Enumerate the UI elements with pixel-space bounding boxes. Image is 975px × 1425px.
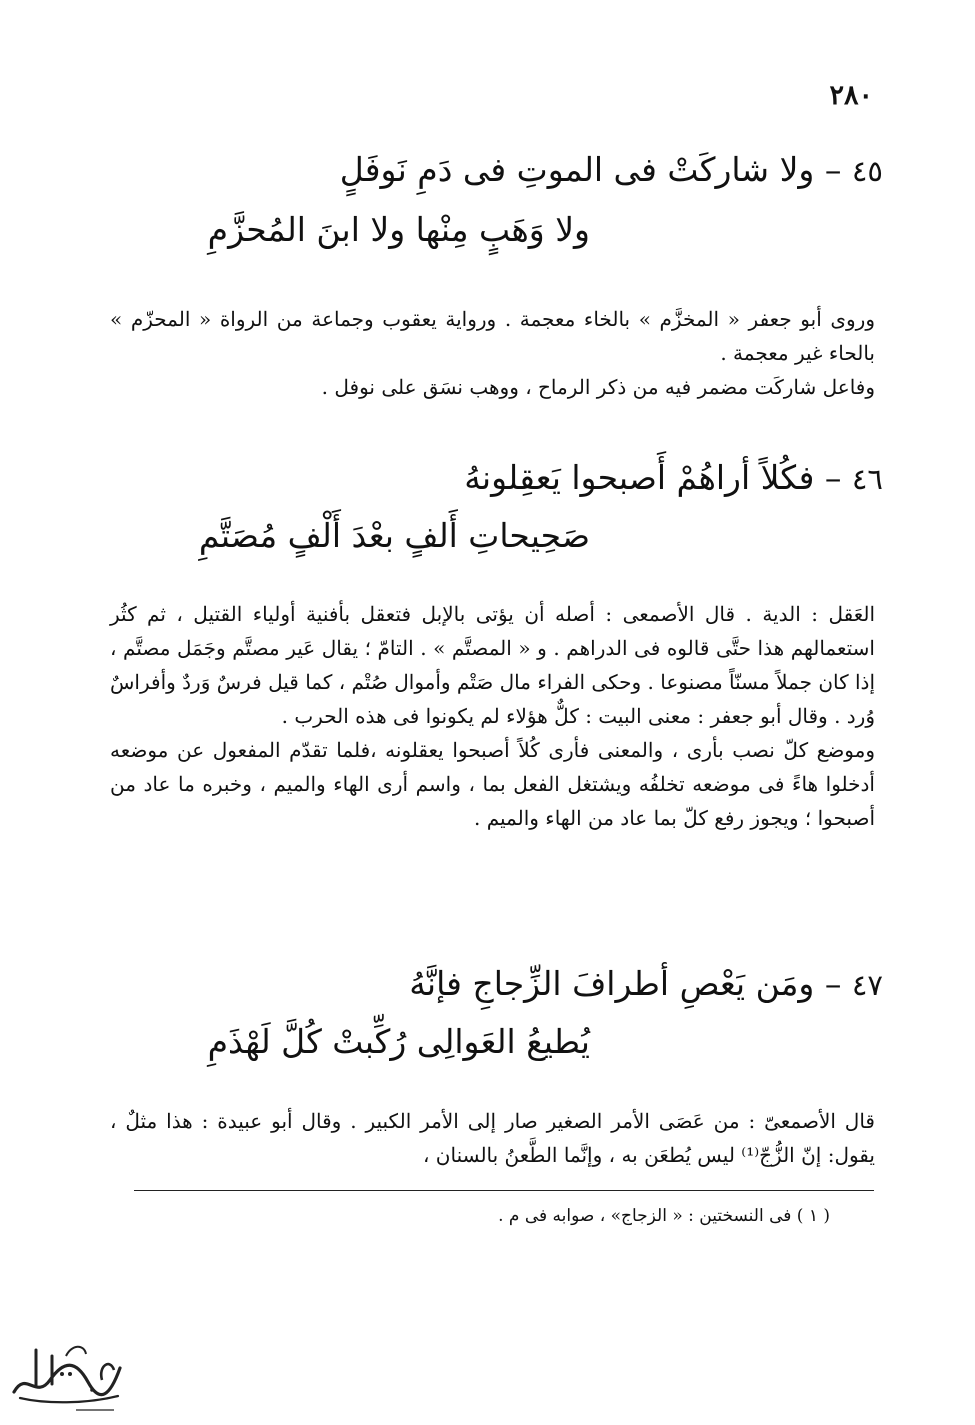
calligraphy-logo-icon — [6, 1330, 126, 1416]
commentary-block-45 — [110, 302, 875, 404]
verse-dash: – — [814, 150, 842, 189]
footnote: ( ١ ) فى النسختين : « الزجاج» ، صوابه فى م . — [498, 1206, 830, 1226]
verse-hemistich-2: صَحِيحاتِ أَلفٍ بعْدَ أَلْفٍ مُصَتَّمِ — [198, 516, 590, 555]
verse-hemistich-1: فكُلاً أراهُمْ أَصبحوا يَعقِلونهُ — [464, 458, 815, 497]
verse-47-line-1 — [90, 964, 883, 1003]
commentary-block-47 — [110, 1104, 875, 1172]
commentary-paragraph: وموضع كلّ نصب بأرى ، والمعنى فأرى كُلاً أصبحوا يعقلونه ،فلما تقدّم المفعول عن موضعه أدخلوا هاءً فى موضعه تخلفُه ويشتغل الفعل بما ، واسم أرى الهاء والميم ، وخبره ما عاد من أصبحوا ؛ ويجوز رفع كلّ بما عاد من الهاء والميم . — [110, 738, 875, 830]
commentary-paragraph: قال الأصمعىّ : من عَصَى الأمر الصغير صار إلى الأمر الكبير . وقال أبو عبيدة : هذا مثلٌ ، يقول: إنّ الزُّجّ⁽¹⁾ ليس يُطعَن به ، وإنَّما الطَّعنُ بالسنان ، — [110, 1109, 875, 1167]
footnote-divider — [134, 1190, 874, 1191]
watermark-logo — [6, 1330, 126, 1416]
commentary-block-46 — [110, 597, 875, 835]
verse-number: ٤٦ — [851, 462, 883, 496]
verse-46-line-2 — [0, 516, 590, 555]
verse-hemistich-2: يُطيعُ العَوالِى رُكِّبتْ كُلَّ لَهْذَمِ — [207, 1022, 590, 1061]
verse-hemistich-1: ولا شاركَتْ فى الموتِ فى دَمِ نَوفَلٍ — [339, 150, 815, 189]
commentary-paragraph: وروى أبو جعفر « المخزَّم » بالخاء معجمة . ورواية يعقوب وجماعة من الرواة « المحزّم » بالحاء غير معجمة . — [110, 307, 875, 365]
verse-hemistich-1: ومَن يَعْصِ أطرافَ الزِّجاجِ فإنَّهُ — [409, 964, 815, 1003]
page-number: ٢٨٠ — [829, 80, 873, 111]
verse-dash: – — [814, 458, 842, 497]
verse-45-line-2 — [0, 210, 590, 249]
verse-dash: – — [814, 964, 842, 1003]
verse-45-line-1 — [90, 150, 883, 189]
verse-46-line-1 — [90, 458, 883, 497]
commentary-paragraph: العَقل : الدية . قال الأصمعى : أصله أن يؤتى بالإبل فتعقل بأفنية أولياء القتيل ، ثم كثُر استعمالهم هذا حتَّى قالوه فى الدراهم . و « المصتَّم » . التامّ ؛ يقال عَير مصتَّم وجَمَل مصتَّم ، إذا كان جملاً مسنّاً مصنوعا . وحكى الفراء مال صَتْم وأموال صُتْم ، كما قيل فرسٌ وَردٌ وأفراسٌ وُرد . وقال أبو جعفر : معنى البيت : كلٌّ هؤلاء لم يكونوا فى هذه الحرب . — [110, 602, 875, 728]
verse-47-line-2 — [0, 1022, 590, 1061]
verse-hemistich-2: ولا وَهَبٍ مِنْها ولا ابنَ المُحزَّمِ — [207, 210, 590, 249]
verse-number: ٤٧ — [851, 968, 883, 1002]
verse-number: ٤٥ — [851, 154, 883, 188]
commentary-paragraph: وفاعل شاركَت مضمر فيه من ذكر الرماح ، ووهب نسَق على نوفل . — [321, 375, 875, 399]
